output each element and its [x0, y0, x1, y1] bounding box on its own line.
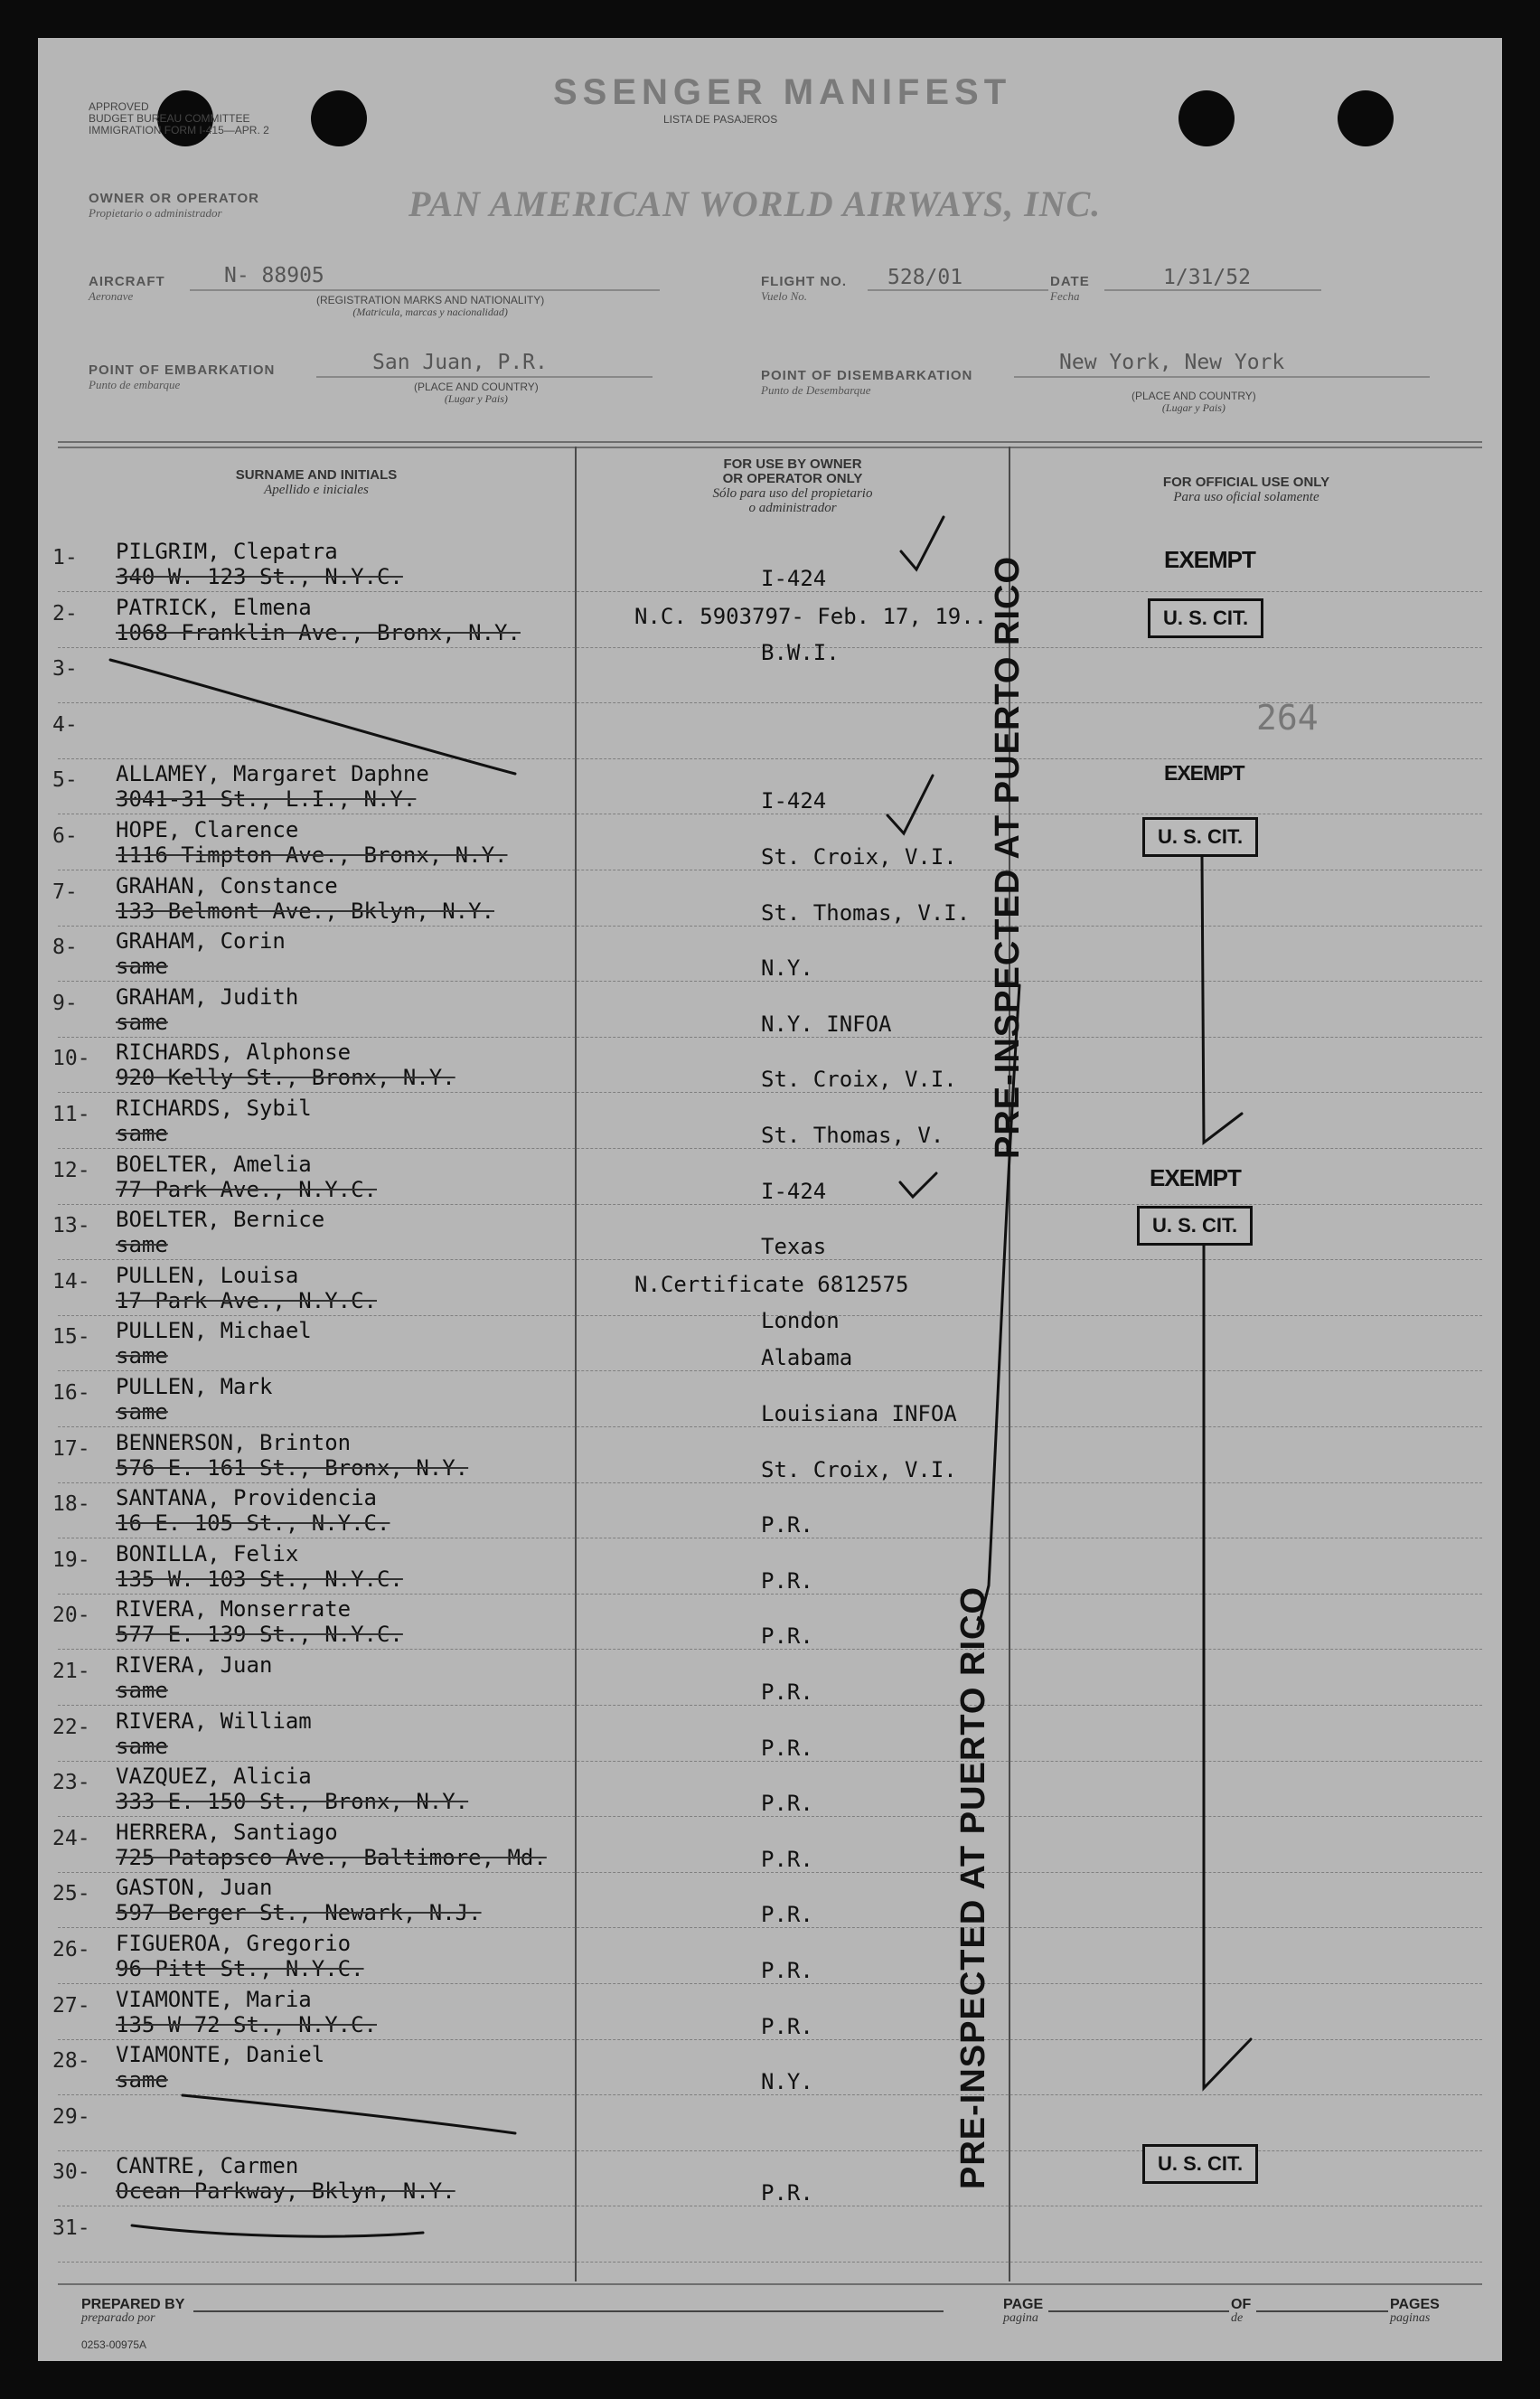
pages-label: PAGES paginas — [1390, 2297, 1440, 2325]
owner-use-note: St. Croix, V.I. — [761, 1456, 957, 1482]
passenger-address: 725 Patapsco Ave., Baltimore, Md. — [116, 1844, 547, 1870]
bracket-line — [1204, 1246, 1251, 2088]
row-number: 7- — [52, 880, 78, 904]
passenger-name: GRAHAM, Judith — [116, 983, 299, 1010]
row-number: 19- — [52, 1548, 90, 1572]
check-mark-icon — [887, 776, 933, 833]
of-label: OF de — [1231, 2297, 1252, 2325]
row-number: 2- — [52, 601, 78, 626]
owner-use-note: N.Y. — [761, 955, 813, 982]
row-number: 18- — [52, 1492, 90, 1517]
preinspected-stamp: PRE-INSPECTED AT PUERTO RICO — [989, 555, 1027, 1159]
of-line — [1256, 2310, 1388, 2312]
embark-value: San Juan, P.R. — [372, 351, 548, 374]
column-header-surname: SURNAME AND INITIALS Apellido e iniciales — [235, 467, 398, 497]
row-number: 29- — [52, 2104, 90, 2129]
owner-use-note: Alabama — [761, 1345, 853, 1371]
passenger-name: PILGRIM, Clepatra — [116, 539, 338, 564]
owner-use-note: P.R. — [761, 1958, 813, 1983]
owner-use-note: St. Thomas, V.I. — [761, 899, 971, 926]
passenger-address: 133 Belmont Ave., Bklyn, N.Y. — [116, 898, 495, 924]
row-number: 17- — [52, 1436, 90, 1461]
passenger-name: FIGUEROA, Gregorio — [116, 1931, 352, 1956]
passenger-name: VIAMONTE, Maria — [116, 1986, 312, 2012]
page-label: PAGE pagina — [1003, 2297, 1044, 2325]
bracket-line — [1202, 857, 1242, 1143]
disembark-value: New York, New York — [1059, 351, 1285, 374]
owner-use-note: I-424 — [761, 788, 827, 814]
owner-use-note: Texas — [761, 1234, 827, 1260]
row-number: 23- — [52, 1771, 90, 1795]
passenger-address: same — [116, 1121, 168, 1146]
handwritten-marks — [38, 38, 1502, 2361]
owner-use-note: N.Y. — [761, 2069, 813, 2095]
passenger-name: RIVERA, Juan — [116, 1652, 273, 1678]
us-cit-stamp: U. S. CIT. — [1137, 1206, 1253, 1246]
passenger-name: PULLEN, Louisa — [116, 1262, 299, 1288]
row-number: 25- — [52, 1882, 90, 1906]
exempt-stamp: EXEMPT — [1164, 761, 1244, 785]
preinspected-stamp: PRE-INSPECTED AT PUERTO RICO — [954, 1585, 992, 2189]
passenger-address: 576 E. 161 St., Bronx, N.Y. — [116, 1454, 469, 1481]
passenger-name: GASTON, Juan — [116, 1875, 273, 1901]
passenger-name: RIVERA, William — [116, 1708, 312, 1734]
passenger-address: 96 Pitt St., N.Y.C. — [116, 1956, 364, 1981]
row-number: 24- — [52, 1826, 90, 1850]
row-number: 15- — [52, 1325, 90, 1350]
passenger-name: HERRERA, Santiago — [116, 1819, 338, 1845]
row-number: 14- — [52, 1269, 90, 1294]
us-cit-stamp: U. S. CIT. — [1142, 2144, 1258, 2184]
owner-use-note: P.R. — [761, 2013, 813, 2039]
passenger-address: 77 Park Ave., N.Y.C. — [116, 1176, 377, 1202]
row-number: 9- — [52, 991, 78, 1015]
passenger-address: same — [116, 1399, 168, 1425]
aircraft-sub: (REGISTRATION MARKS AND NATIONALITY) (Matricula, marcas y nacionalidad) — [316, 294, 545, 318]
passenger-address: same — [116, 1009, 168, 1035]
passenger-name: CANTRE, Carmen — [116, 2153, 299, 2179]
page-number-264: 264 — [1256, 698, 1319, 738]
strike-line — [132, 2225, 423, 2236]
passenger-name: VAZQUEZ, Alicia — [116, 1764, 312, 1790]
passenger-name: GRAHAN, Constance — [116, 872, 338, 898]
row-number: 11- — [52, 1103, 90, 1126]
passenger-name: RICHARDS, Sybil — [116, 1096, 312, 1121]
embark-sub: (PLACE AND COUNTRY) (Lugar y Pais) — [414, 381, 539, 405]
row-number: 22- — [52, 1715, 90, 1739]
passenger-address: 340 W. 123 St., N.Y.C. — [116, 564, 403, 589]
passenger-name: PULLEN, Mark — [116, 1374, 273, 1399]
owner-use-note: I-424 — [761, 1178, 827, 1204]
passenger-name: SANTANA, Providencia — [116, 1485, 377, 1511]
exempt-stamp: EXEMPT — [1164, 546, 1255, 573]
owner-label: OWNER OR OPERATOR Propietario o administrador — [89, 191, 259, 220]
row-number: 1- — [52, 546, 78, 569]
passenger-address: same — [116, 2067, 168, 2093]
row-number: 21- — [52, 1660, 90, 1683]
passenger-address: same — [116, 1678, 168, 1703]
row-number: 8- — [52, 936, 78, 960]
column-header-official-use: FOR OFFICIAL USE ONLY Para uso oficial solamente — [1162, 475, 1330, 504]
aircraft-value: N- 88905 — [224, 264, 324, 287]
owner-use-note: P.R. — [761, 1846, 813, 1872]
owner-use-note: St. Croix, V.I. — [761, 1067, 957, 1093]
row-number: 16- — [52, 1381, 90, 1405]
owner-value: PAN AMERICAN WORLD AIRWAYS, INC. — [408, 183, 1102, 224]
passenger-address: same — [116, 954, 168, 980]
passenger-name: ALLAMEY, Margaret Daphne — [116, 761, 429, 787]
disembark-label: POINT OF DISEMBARKATION Punto de Desembarque — [761, 368, 973, 397]
owner-use-note: N.Y. INFOA — [761, 1011, 892, 1037]
row-number: 3- — [52, 657, 78, 682]
us-cit-stamp: U. S. CIT. — [1142, 817, 1258, 857]
row-number: 10- — [52, 1047, 90, 1071]
strike-line — [110, 660, 515, 774]
form-code: 0253-00975A — [81, 2338, 147, 2351]
us-cit-stamp: U. S. CIT. — [1148, 598, 1263, 638]
aircraft-label: AIRCRAFT Aeronave — [89, 274, 165, 303]
exempt-stamp: EXEMPT — [1150, 1164, 1241, 1191]
approval-line: IMMIGRATION FORM I-415—APR. 2 — [89, 124, 269, 136]
check-mark-icon — [901, 517, 944, 569]
owner-use-note: P.R. — [761, 1791, 813, 1817]
row-number: 27- — [52, 1993, 90, 2018]
flight-value: 528/01 — [887, 266, 963, 289]
owner-use-note: P.R. — [761, 2180, 813, 2206]
column-header-owner-use: FOR USE BY OWNER OR OPERATOR ONLY Sólo para uso del propietario o administrador — [712, 456, 873, 515]
row-number: 28- — [52, 2049, 90, 2074]
date-value: 1/31/52 — [1163, 266, 1251, 289]
passenger-address: 597 Berger St., Newark, N.J. — [116, 1900, 482, 1926]
passenger-name: VIAMONTE, Daniel — [116, 2042, 325, 2068]
manifest-title: SSENGER MANIFEST — [553, 72, 1012, 112]
owner-use-note: I-424 — [761, 566, 827, 591]
passenger-name: BONILLA, Felix — [116, 1540, 299, 1566]
approval-line: BUDGET BUREAU COMMITTEE — [89, 112, 250, 125]
owner-use-note: Louisiana INFOA — [761, 1401, 957, 1426]
disembark-sub: (PLACE AND COUNTRY) (Lugar y Pais) — [1132, 390, 1256, 414]
passenger-address: 135 W. 103 St., N.Y.C. — [116, 1566, 403, 1592]
passenger-address: 16 E. 105 St., N.Y.C. — [116, 1510, 390, 1537]
passenger-name: GRAHAM, Corin — [116, 928, 286, 955]
row-number: 4- — [52, 712, 78, 737]
manifest-sheet — [38, 38, 1502, 2361]
row-number: 26- — [52, 1938, 90, 1962]
passenger-name: BENNERSON, Brinton — [116, 1429, 352, 1455]
passenger-address: 3041-31 St., L.I., N.Y. — [116, 786, 417, 813]
prepared-by-label: PREPARED BY preparado por — [81, 2297, 185, 2325]
date-label: DATE Fecha — [1050, 274, 1090, 303]
owner-use-note: St. Croix, V.I. — [761, 844, 957, 870]
check-mark-icon — [900, 1173, 936, 1197]
row-number: 12- — [52, 1158, 90, 1182]
passenger-address: same — [116, 1733, 168, 1759]
owner-use-note: N.C. 5903797- Feb. 17, 19.. — [634, 603, 988, 629]
passenger-name: PULLEN, Michael — [116, 1318, 312, 1344]
owner-use-note: P.R. — [761, 1679, 813, 1705]
passenger-name: BOELTER, Bernice — [116, 1207, 325, 1233]
manifest-subtitle: LISTA DE PASAJEROS — [663, 113, 778, 126]
owner-use-note: London — [761, 1307, 840, 1333]
passenger-address: 135 W 72 St., N.Y.C. — [116, 2011, 377, 2037]
owner-use-note: N.Certificate 6812575 — [634, 1271, 909, 1297]
passenger-name: BOELTER, Amelia — [116, 1151, 312, 1177]
passenger-address: Ocean Parkway, Bklyn, N.Y. — [116, 2178, 455, 2205]
owner-use-note: P.R. — [761, 1735, 813, 1761]
passenger-name: RICHARDS, Alphonse — [116, 1040, 352, 1066]
owner-use-note: B.W.I. — [761, 639, 840, 665]
row-number: 5- — [52, 768, 78, 793]
page-line — [1048, 2310, 1229, 2312]
owner-use-note: P.R. — [761, 1623, 813, 1650]
row-number: 6- — [52, 824, 78, 848]
owner-use-note: P.R. — [761, 1902, 813, 1928]
passenger-address: same — [116, 1343, 168, 1369]
flight-label: FLIGHT NO. Vuelo No. — [761, 274, 847, 303]
passenger-address: 920 Kelly St., Bronx, N.Y. — [116, 1065, 455, 1091]
passenger-name: RIVERA, Monserrate — [116, 1596, 352, 1623]
passenger-address: 1068 Franklin Ave., Bronx, N.Y. — [116, 619, 521, 645]
bracket-line — [978, 985, 1019, 1629]
strike-line — [183, 2095, 515, 2133]
owner-use-note: St. Thomas, V. — [761, 1123, 944, 1148]
row-number: 30- — [52, 2160, 90, 2185]
passenger-address: same — [116, 1232, 168, 1258]
passenger-name: HOPE, Clarence — [116, 817, 299, 842]
passenger-name: PATRICK, Elmena — [116, 594, 312, 620]
embark-label: POINT OF EMBARKATION Punto de embarque — [89, 362, 276, 391]
row-number: 20- — [52, 1604, 90, 1628]
passenger-address: 17 Park Ave., N.Y.C. — [116, 1287, 377, 1313]
owner-use-note: P.R. — [761, 1567, 813, 1594]
passenger-address: 333 E. 150 St., Bronx, N.Y. — [116, 1789, 469, 1815]
passenger-address: 1116 Timpton Ave., Bronx, N.Y. — [116, 842, 508, 868]
row-number: 13- — [52, 1214, 90, 1238]
row-number: 31- — [52, 2216, 90, 2240]
approval-line: APPROVED — [89, 100, 149, 113]
passenger-address: 577 E. 139 St., N.Y.C. — [116, 1622, 403, 1648]
prepared-by-line — [193, 2310, 944, 2312]
owner-use-note: P.R. — [761, 1512, 813, 1538]
